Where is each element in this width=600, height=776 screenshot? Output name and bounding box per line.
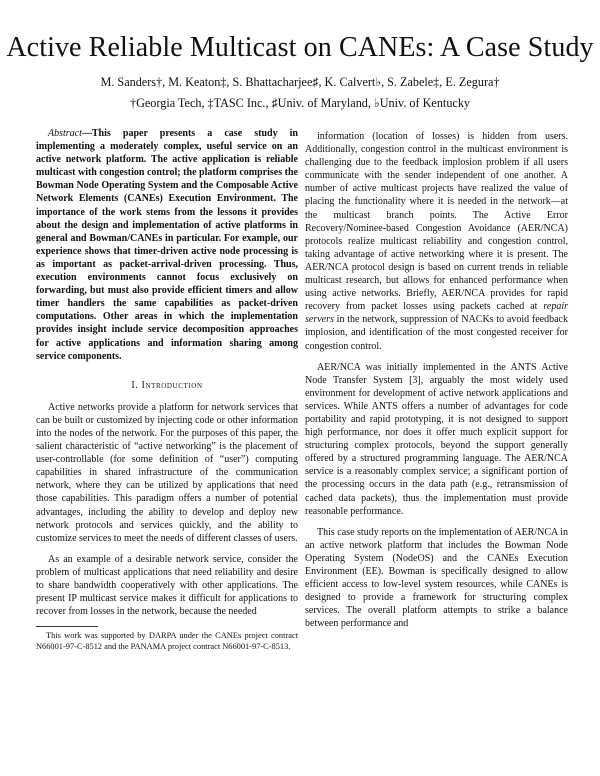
intro-paragraph-1: Active networks provide a platform for network services that can be built or customized by injecting code or other information into the nodes of the network. For the purposes of this paper, the salient characteristic of “active networking” is the placement of user-controllable (for some definition of “user”) computing capabilities in shared infrastructure of the communication network, where they can be utilized by applications that need those capabilities. This paradigm offers a number of potential advantages, including the ability to develop and deploy new network protocols and services quickly, and the ability to customize services to meet the needs of different classes of users. — [36, 401, 298, 544]
abstract-text: —This paper presents a case study in implementing a moderately complex, useful service on an active network platform. The active application is reliable multicast with congestion control; the platform comprises the Bowman Node Operating System and the Composable Active Network Elements (CANEs) Execution Environment. The importance of the work stems from the lessons it provides about the design and implementation of active platforms in general and Bowman/CANEs in particular. For example, our experience shows that timer-driven active node processing is as important as packet-arrival-driven processing. Thus, execution environments cannot focus exclusively on forwarding, but must also provide efficient timers and allow timer handlers the same capabilities as packet-driven computations. Other areas in which the implementation provides insight include service decomposition approaches for active applications and information sharing among service components. — [36, 128, 298, 362]
funding-footnote: This work was supported by DARPA under the CANEs project contract N66001-97-C-8512 and the PANAMA project contract N66001-97-C-8513. — [36, 631, 298, 651]
intro-paragraph-2: As an example of a desirable network service, consider the problem of multicast applications that need reliability and desire to share bandwidth cooperatively with other applications. The present IP multicast service makes it difficult for applications to recover from losses in the network, because the needed — [36, 553, 298, 618]
affiliations: †Georgia Tech, ‡TASC Inc., ♯Univ. of Maryland, ♭Univ. of Kentucky — [129, 96, 471, 110]
footnote-rule — [36, 626, 98, 627]
body-paragraph-1: information (location of losses) is hidden from users. Additionally, congestion control in the multicast environment is challenging due to the feedback implosion problem if all users communicate with the sender independent of one another. A number of active multicast projects have realized the value of placing the functionality where it is needed in the network—at the multicast branch points. The Active Error Recovery/Nominee-based Congestion Avoidance (AER/NCA) protocols realize multicast reliability and congestion control, taking advantage of active networking where it is present. The AER/NCA protocol design is based on current trends in reliable multicast research, but allows for enhanced performance when using active networks. Briefly, AER/NCA provides for rapid recovery from packet losses using packets cached at repair servers in the network, suppression of NACKs to avoid feedback implosion, and identification of the most congested receiver for congestion control. — [305, 131, 568, 352]
abstract — [36, 127, 298, 363]
body-paragraph-3: This case study reports on the implementation of AER/NCA in an active network platform that includes the Bowman Node Operating System (NodeOS) and the CANEs Execution Environment (EE). Bowman is specifically designed to allow efficient access to low-level system resources, while CANEs is designed to provide a framework for structuring complex services. The overall platform attempts to strike a balance between performance and — [305, 526, 568, 630]
author-list: M. Sanders†, M. Keaton‡, S. Bhattacharjee♯, K. Calvert♭, S. Zabele‡, E. Zegura† — [100, 75, 500, 89]
section-heading-introduction: I. Introduction — [131, 379, 203, 391]
body-paragraph-2: AER/NCA was initially implemented in the ANTS Active Node Transfer System [3], arguably the most widely used environment for development of active network applications and services. While ANTS offers a number of advantages for code portability and rapid prototyping, it is not designed to support high performance, nor does it offer much explicit support for structuring complex protocols, beyond the support generally offered by a structured programming language. The AER/NCA service is a reasonably complex service; a significant portion of the processing occurs in the data path (e.g., retransmission of cached data packets), thus the implementation must provide reasonable performance. — [305, 361, 568, 517]
left-column — [36, 127, 298, 652]
right-column — [305, 130, 568, 638]
paper-title: Active Reliable Multicast on CANEs: A Case Study — [6, 32, 594, 63]
abstract-label: Abstract — [48, 128, 82, 139]
repair-servers-term: repair servers — [305, 301, 568, 326]
